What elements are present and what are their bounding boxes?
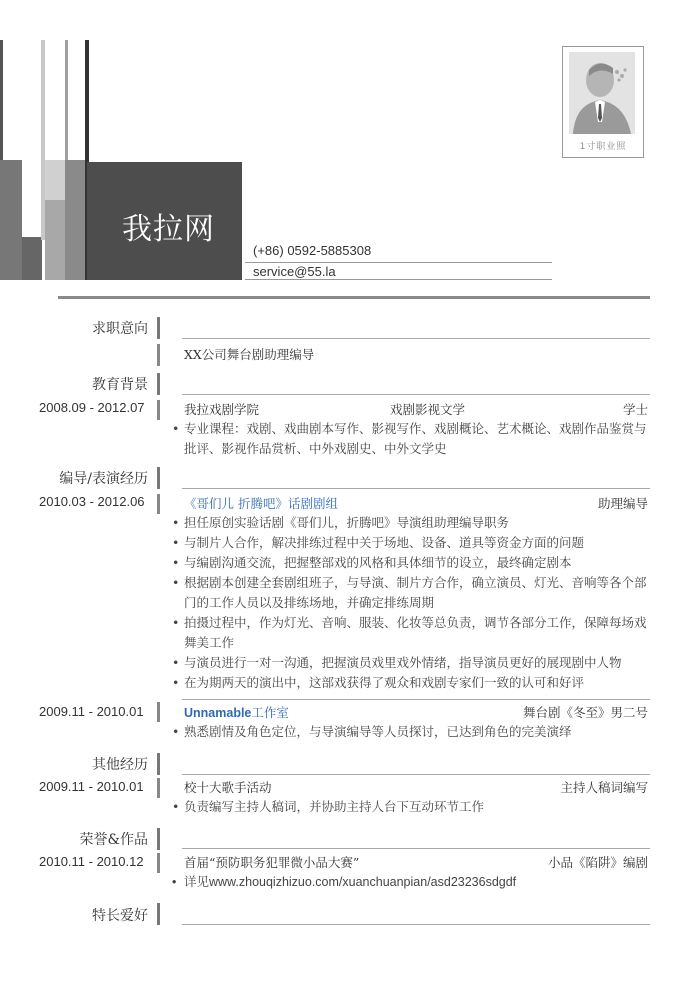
section-divider bbox=[182, 338, 650, 339]
section-divider bbox=[182, 924, 650, 925]
section-divider bbox=[182, 488, 650, 489]
contact-divider bbox=[245, 279, 552, 280]
section-marker bbox=[157, 778, 160, 798]
job2-title bbox=[184, 703, 289, 721]
photo-frame bbox=[562, 46, 644, 158]
education-major: 戏剧影视文学 bbox=[390, 402, 466, 417]
section-title-other: 其他经历 bbox=[92, 757, 148, 773]
section-divider bbox=[182, 394, 650, 395]
section-title-hobbies: 特长爱好 bbox=[92, 908, 148, 924]
job2-date: 2009.11 - 2010.01 bbox=[39, 704, 144, 719]
brand-name: 我拉网 bbox=[122, 212, 215, 247]
section-marker bbox=[157, 828, 160, 850]
email[interactable]: service@55.la bbox=[253, 264, 336, 279]
honors-bullets bbox=[170, 872, 650, 892]
education-degree: 学士 bbox=[622, 402, 648, 417]
photo-caption: 1寸职业照 bbox=[579, 142, 627, 152]
list-item-link[interactable]: • 详见www.zhouqizhizuo.com/xuanchuanpian/asd23236sdgdf bbox=[170, 872, 650, 892]
section-title-education: 教育背景 bbox=[92, 377, 148, 393]
section-marker bbox=[157, 467, 160, 489]
contact-divider bbox=[245, 262, 552, 263]
section-title-objective: 求职意向 bbox=[92, 321, 148, 337]
honors-title: 首届“预防职务犯罪微小品大赛” bbox=[184, 855, 360, 870]
job1-role: 助理编导 bbox=[597, 496, 648, 511]
section-marker bbox=[157, 753, 160, 775]
other-role: 主持人稿词编写 bbox=[560, 780, 648, 795]
job1-title: 《哥们儿 折腾吧》话剧剧组 bbox=[184, 496, 338, 511]
other-bullets bbox=[170, 797, 650, 817]
list-item: • 与编剧沟通交流，把握整部戏的风格和具体细节的设立，最终确定剧本 bbox=[170, 553, 650, 573]
section-divider bbox=[182, 848, 650, 849]
other-title: 校十大歌手活动 bbox=[184, 780, 272, 795]
list-item: • 拍摄过程中，作为灯光、音响、服装、化妆等总负责，调节各部分工作，保障每场戏舞美工作 bbox=[170, 613, 650, 653]
section-divider bbox=[182, 699, 650, 700]
education-bullets bbox=[170, 419, 650, 459]
education-school: 我拉戏剧学院 bbox=[184, 402, 260, 417]
section-title-experience: 编导/表演经历 bbox=[59, 471, 148, 487]
list-item: • 负责编写主持人稿词，并协助主持人台下互动环节工作 bbox=[170, 797, 650, 817]
header-rule bbox=[58, 296, 650, 299]
section-marker bbox=[157, 344, 160, 366]
list-item: • 熟悉剧情及角色定位，与导演编导等人员探讨，已达到角色的完美演绎 bbox=[170, 722, 650, 742]
honors-role: 小品《陷阱》编剧 bbox=[547, 855, 648, 870]
job2-role: 舞台剧《冬至》男二号 bbox=[522, 705, 648, 720]
section-marker bbox=[157, 853, 160, 873]
job2-title-cn: 工作室 bbox=[251, 705, 289, 720]
job2-title-en: Unnamable bbox=[184, 706, 252, 720]
section-marker bbox=[157, 317, 160, 339]
section-marker bbox=[157, 494, 160, 514]
section-divider bbox=[182, 774, 650, 775]
list-item: • 担任原创实验话剧《哥们儿，折腾吧》导演组助理编导职务 bbox=[170, 513, 650, 533]
honors-date: 2010.11 - 2010.12 bbox=[39, 854, 144, 869]
list-item: • 与制片人合作，解决排练过程中关于场地、设备、道具等资金方面的问题 bbox=[170, 533, 650, 553]
section-marker bbox=[157, 373, 160, 395]
section-marker bbox=[157, 903, 160, 925]
section-marker bbox=[157, 400, 160, 420]
list-item: • 与演员进行一对一沟通，把握演员戏里戏外情绪，指导演员更好的展现剧中人物 bbox=[170, 653, 650, 673]
job1-bullets bbox=[170, 513, 650, 693]
person-icon bbox=[569, 52, 635, 134]
avatar bbox=[569, 52, 635, 134]
objective-position: XX公司舞台剧助理编导 bbox=[184, 347, 315, 362]
list-item: • 专业课程：戏剧、戏曲剧本写作、影视写作、戏剧概论、艺术概论、戏剧作品鉴赏与批评、影视作品赏析、中外戏剧史、中外文学史 bbox=[170, 419, 650, 459]
section-title-honors: 荣誉&作品 bbox=[79, 832, 148, 848]
job2-bullets bbox=[170, 722, 650, 742]
other-date: 2009.11 - 2010.01 bbox=[39, 779, 144, 794]
job1-date: 2010.03 - 2012.06 bbox=[39, 494, 145, 509]
section-marker bbox=[157, 702, 160, 722]
phone: (+86) 0592-5885308 bbox=[253, 243, 372, 258]
list-item: • 在为期两天的演出中，这部戏获得了观众和戏剧专家们一致的认可和好评 bbox=[170, 673, 650, 693]
education-date: 2008.09 - 2012.07 bbox=[39, 400, 145, 415]
list-item: • 根据剧本创建全套剧组班子，与导演、制片方合作，确立演员、灯光、音响等各个部门的工作人员以及排练场地，并确定排练周期 bbox=[170, 573, 650, 613]
